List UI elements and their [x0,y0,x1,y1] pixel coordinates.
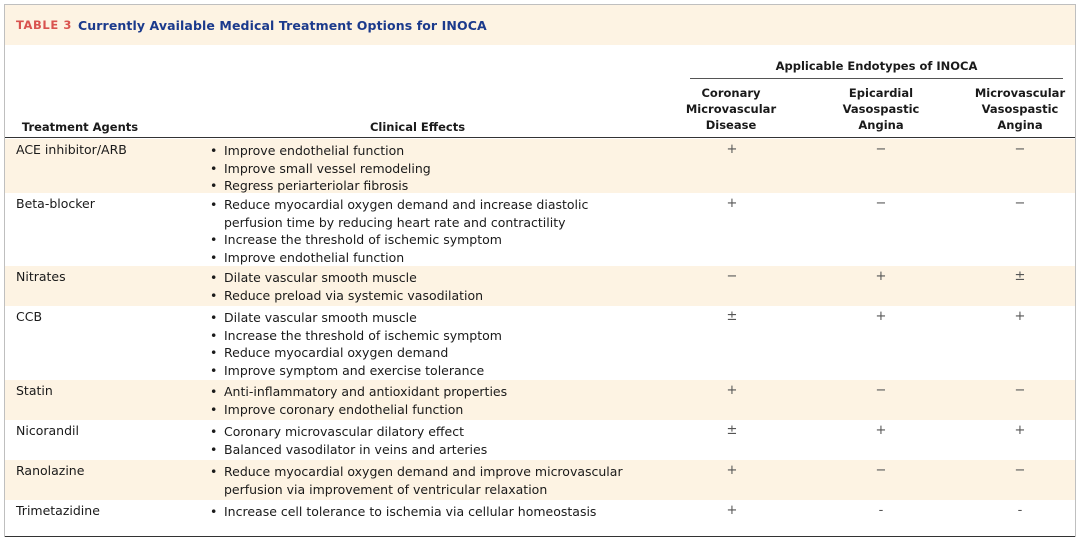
column-header-eva-line: Angina [858,118,904,132]
eva-value: + [875,423,887,438]
group-header: Applicable Endotypes of INOCA [775,59,978,73]
effect-item: • Coronary microvascular dilatory effect [208,423,487,441]
column-header-mva-line: Angina [997,118,1043,132]
table-frame [4,4,1076,537]
agent-name: Nicorandil [16,423,79,438]
table-row [5,500,1075,530]
effects-list [208,383,507,418]
column-header-cmd-line: Coronary [701,86,761,100]
column-header-cmd-line: Disease [705,118,757,132]
table-row [5,139,1075,193]
effects-list [208,309,502,379]
effect-item: • Reduce myocardial oxygen demand [208,344,502,362]
effect-item: • Regress periarteriolar fibrosis [208,177,431,195]
effect-item: • Reduce myocardial oxygen demand and improve microvascular [208,463,623,481]
cmd-value: ± [726,309,738,324]
group-header-rule [690,78,1063,79]
cmd-value: + [726,196,738,211]
column-header-eva [821,85,941,133]
mva-value: − [1014,196,1026,211]
effects-list [208,269,483,304]
table-row [5,193,1075,266]
table-row [5,380,1075,420]
eva-value: − [875,142,887,157]
effect-item: • Improve symptom and exercise tolerance [208,362,502,380]
mva-value: − [1014,463,1026,478]
cmd-value: + [726,463,738,478]
effects-list [208,463,623,498]
column-header-cmd-line: Microvascular [685,102,777,116]
cmd-value: + [726,142,738,157]
effect-item: • Balanced vasodilator in veins and arteries [208,441,487,459]
effect-item: • Reduce preload via systemic vasodilation [208,287,483,305]
header-rule [5,137,1075,138]
eva-value: + [875,269,887,284]
effect-item: • Improve endothelial function [208,142,431,160]
effect-item: • Dilate vascular smooth muscle [208,309,502,327]
effects-list [208,423,487,458]
column-header-agent: Treatment Agents [21,120,139,134]
column-header-effects: Clinical Effects [369,120,466,134]
column-header-mva-line: Microvascular [974,86,1066,100]
mva-value: − [1014,383,1026,398]
effect-item: • Improve endothelial function [208,249,588,267]
effect-item: • Reduce myocardial oxygen demand and increase diastolic [208,196,588,214]
effect-item: • Anti-inflammatory and antioxidant properties [208,383,507,401]
mva-value: ± [1014,269,1026,284]
column-header-mva [965,85,1075,133]
effect-item: • Increase cell tolerance to ischemia via cellular homeostasis [208,503,596,521]
effect-item: • Dilate vascular smooth muscle [208,269,483,287]
table-row [5,306,1075,380]
column-header-mva-line: Vasospastic [981,102,1059,116]
table-caption [5,5,1075,45]
agent-name: Beta-blocker [16,196,95,211]
table-title: Currently Available Medical Treatment Options for INOCA [78,17,487,33]
table-row [5,420,1075,460]
column-header-eva-line: Epicardial [848,86,914,100]
cmd-value: − [726,269,738,284]
agent-name: CCB [16,309,43,324]
mva-value: + [1014,423,1026,438]
column-header-cmd [675,85,787,133]
eva-value: − [875,463,887,478]
table-row [5,266,1075,306]
effect-item-continued: perfusion time by reducing heart rate and contractility [224,214,566,230]
effect-item: • Increase the threshold of ischemic symptom [208,231,588,249]
agent-name: Ranolazine [16,463,85,478]
effect-item: • Improve coronary endothelial function [208,401,507,419]
eva-value: + [875,309,887,324]
agent-name: Trimetazidine [16,503,100,518]
column-header-eva-line: Vasospastic [842,102,920,116]
eva-value: - [878,503,884,518]
eva-value: − [875,383,887,398]
agent-name: Nitrates [16,269,66,284]
table-row [5,460,1075,500]
agent-name: Statin [16,383,53,398]
mva-value: − [1014,142,1026,157]
mva-value: - [1017,503,1023,518]
cmd-value: + [726,503,738,518]
effect-item: • Increase the threshold of ischemic symptom [208,327,502,345]
agent-name: ACE inhibitor/ARB [16,142,127,157]
effect-item: • Improve small vessel remodeling [208,160,431,178]
table-label: TABLE 3 [16,18,73,32]
eva-value: − [875,196,887,211]
cmd-value: + [726,383,738,398]
cmd-value: ± [726,423,738,438]
mva-value: + [1014,309,1026,324]
effect-item-continued: perfusion via improvement of ventricular relaxation [224,481,548,497]
effects-list [208,503,596,521]
effects-list [208,196,588,266]
effects-list [208,142,431,195]
